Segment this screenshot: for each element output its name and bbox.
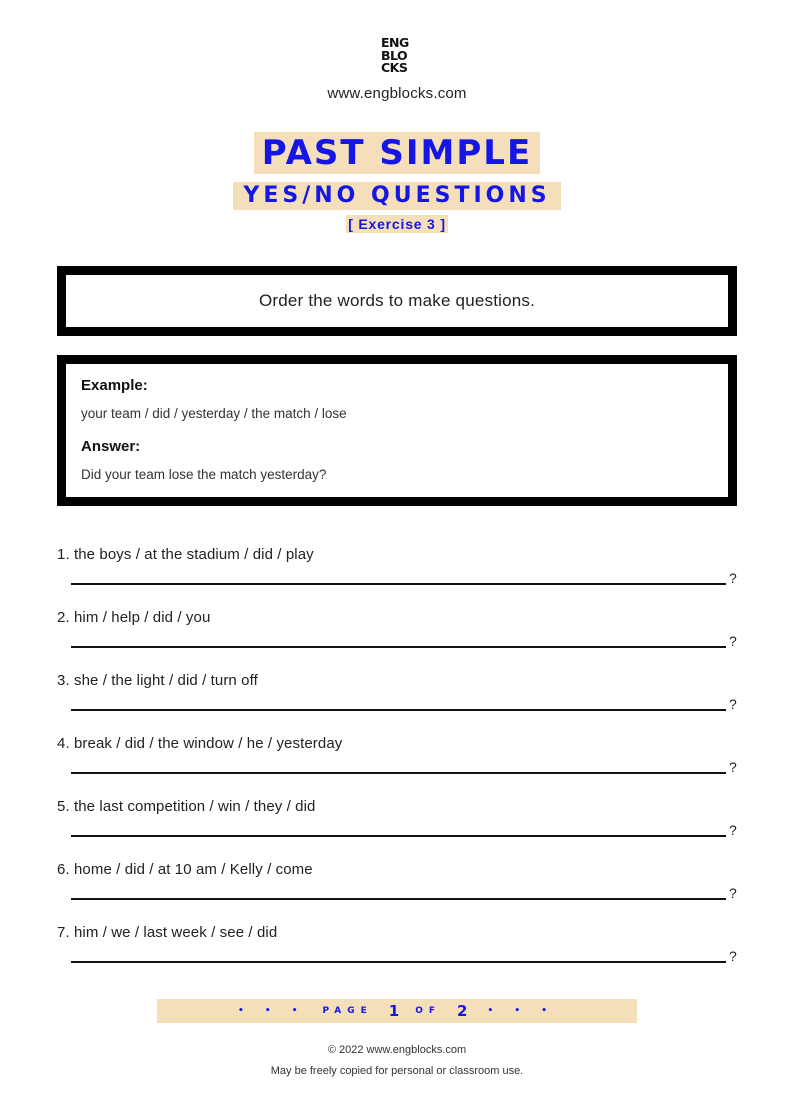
question-mark: ? bbox=[729, 948, 737, 964]
question-item bbox=[57, 672, 757, 732]
question-item bbox=[57, 924, 757, 984]
pagination-dots-left: • • • bbox=[237, 1006, 307, 1016]
answer-line[interactable] bbox=[71, 709, 726, 711]
page-subtitle: YES/NO QUESTIONS bbox=[233, 182, 561, 210]
question-mark: ? bbox=[729, 885, 737, 901]
question-item bbox=[57, 546, 757, 606]
question-text: 1. the boys / at the stadium / did / play bbox=[57, 546, 314, 563]
answer-line[interactable] bbox=[71, 646, 726, 648]
pagination-page-word: PAGE bbox=[322, 1006, 373, 1016]
logo-line-3: CKS bbox=[381, 60, 408, 75]
logo bbox=[381, 37, 415, 75]
question-text: 5. the last competition / win / they / did bbox=[57, 798, 316, 815]
question-mark: ? bbox=[729, 696, 737, 712]
pagination-current: 1 bbox=[388, 1002, 400, 1020]
site-url[interactable]: www.engblocks.com bbox=[327, 85, 467, 102]
answer-line[interactable] bbox=[71, 961, 726, 963]
pagination-bar bbox=[157, 999, 637, 1023]
question-mark: ? bbox=[729, 570, 737, 586]
question-item bbox=[57, 735, 757, 795]
license-note: May be freely copied for personal or classroom use. bbox=[270, 1065, 524, 1077]
question-item bbox=[57, 798, 757, 858]
example-text: your team / did / yesterday / the match / lose bbox=[81, 406, 347, 421]
answer-line[interactable] bbox=[71, 583, 726, 585]
pagination-total: 2 bbox=[457, 1002, 468, 1020]
exercise-label-text: [ Exercise 3 ] bbox=[348, 216, 446, 232]
answer-line[interactable] bbox=[71, 772, 726, 774]
question-text: 3. she / the light / did / turn off bbox=[57, 672, 258, 689]
question-mark: ? bbox=[729, 759, 737, 775]
question-text: 4. break / did / the window / he / yesterday bbox=[57, 735, 343, 752]
copyright: © 2022 www.engblocks.com bbox=[327, 1044, 467, 1056]
question-item bbox=[57, 609, 757, 669]
answer-text: Did your team lose the match yesterday? bbox=[81, 467, 327, 482]
pagination-dots-right: • • • bbox=[487, 1006, 557, 1016]
exercise-label bbox=[0, 216, 794, 232]
example-box bbox=[57, 355, 737, 506]
answer-line[interactable] bbox=[71, 835, 726, 837]
question-mark: ? bbox=[729, 633, 737, 649]
question-text: 6. home / did / at 10 am / Kelly / come bbox=[57, 861, 313, 878]
pagination-of-word: OF bbox=[415, 1006, 442, 1016]
instruction-box bbox=[57, 266, 737, 336]
question-text: 7. him / we / last week / see / did bbox=[57, 924, 278, 941]
question-item bbox=[57, 861, 757, 921]
question-text: 2. him / help / did / you bbox=[57, 609, 211, 626]
page-title: PAST SIMPLE bbox=[254, 132, 540, 174]
example-heading: Example: bbox=[81, 377, 148, 394]
instruction-text: Order the words to make questions. bbox=[258, 291, 536, 310]
answer-heading: Answer: bbox=[81, 438, 141, 455]
question-mark: ? bbox=[729, 822, 737, 838]
logo-line-1: ENG bbox=[381, 35, 409, 50]
answer-line[interactable] bbox=[71, 898, 726, 900]
logo-line-2: BLO bbox=[381, 47, 408, 63]
